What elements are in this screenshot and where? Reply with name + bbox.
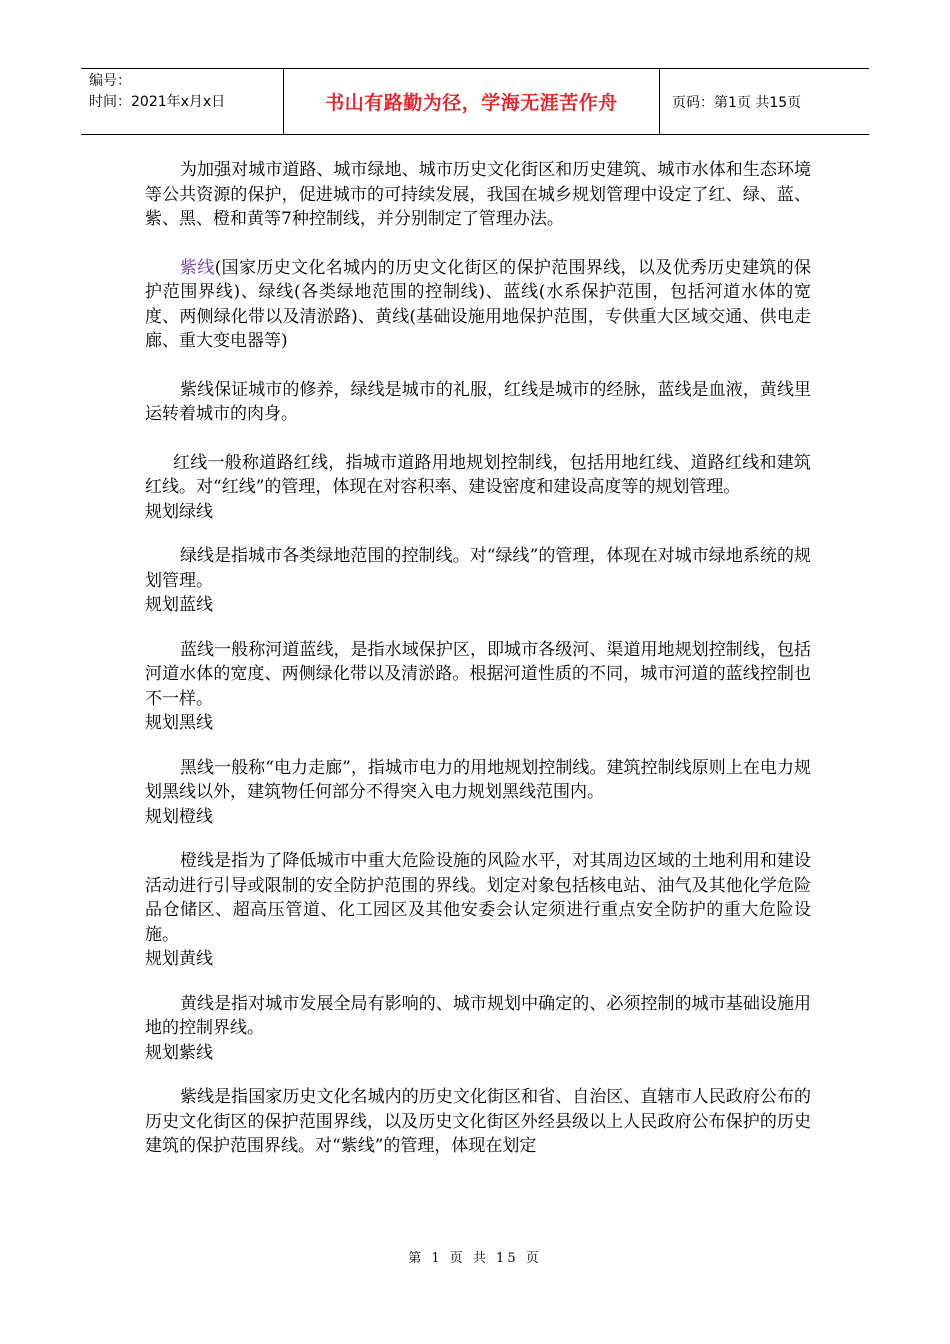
paragraph-green-line: 绿线是指城市各类绿地范围的控制线。对“绿线”的管理，体现在对城市绿地系统的规划管理。 bbox=[145, 546, 811, 591]
paragraph-purple-line: 紫线是指国家历史文化名城内的历史文化街区和省、自治区、直辖市人民政府公布的历史文化街区的保护范围界线，以及历史文化街区外经县级以上人民政府公布保护的历史建筑的保护范围界线。对“紫线”的管理，体现在划定 bbox=[145, 1087, 811, 1156]
heading-green-line: 规划绿线 bbox=[145, 501, 213, 522]
heading-purple-line: 规划紫线 bbox=[145, 1042, 213, 1063]
paragraph-metaphor: 紫线保证城市的修养，绿线是城市的礼服，红线是城市的经脉，蓝线是血液，黄线里运转着城市的肉身。 bbox=[145, 379, 811, 424]
header-meta bbox=[81, 69, 284, 134]
paragraph-yellow-line: 黄线是指对城市发展全局有影响的、城市规划中确定的、必须控制的城市基础设施用地的控制界线。 bbox=[145, 993, 811, 1038]
heading-blue-line: 规划蓝线 bbox=[145, 595, 213, 615]
number-label: 编号： bbox=[89, 73, 131, 89]
document-body bbox=[145, 158, 811, 1159]
page-info: 页码：第1页 共15页 bbox=[672, 94, 802, 111]
paragraph-orange-line: 橙线是指为了降低城市中重大危险设施的风险水平，对其周边区域的土地利用和建设活动进行引导或限制的安全防护范围的界线。划定对象包括核电站、油气及其他化学危险品仓储区、超高压管道、化工园区及其他安委会认定须进行重点安全防护的重大危险设施。 bbox=[145, 851, 811, 945]
heading-yellow-line: 规划黄线 bbox=[145, 949, 213, 969]
page-header bbox=[81, 68, 869, 135]
heading-orange-line: 规划橙线 bbox=[145, 806, 213, 827]
paragraph-red-line: 红线一般称道路红线，指城市道路用地规划控制线，包括用地红线、道路红线和建筑红线。对“红线”的管理，体现在对容积率、建设密度和建设高度等的规划管理。 bbox=[145, 452, 811, 497]
paragraph-intro: 为加强对城市道路、城市绿地、城市历史文化街区和历史建筑、城市水体和生态环境等公共资源的保护，促进城市的可持续发展，我国在城乡规划管理中设定了红、绿、蓝、紫、黑、橙和黄等7种控制线，并分别制定了管理办法。 bbox=[145, 160, 811, 229]
motto: 书山有路勤为径，学海无涯苦作舟 bbox=[284, 69, 660, 134]
paragraph-summary-text: (国家历史文化名城内的历史文化街区的保护范围界线，以及优秀历史建筑的保护范围界线)、绿线(各类绿地范围的控制线)、蓝线(水系保护范围，包括河道水体的宽度、两侧绿化带以及清淤路)、黄线(基础设施用地保护范围，专供重大区域交通、供电走廊、重大变电器等) bbox=[145, 257, 811, 351]
paragraph-black-line: 黑线一般称“电力走廊”，指城市电力的用地规划控制线。建筑控制线原则上在电力规划黑线以外，建筑物任何部分不得突入电力规划黑线范围内。 bbox=[145, 757, 811, 802]
purple-line-highlight: 紫线 bbox=[180, 257, 215, 278]
time-label: 时间：2021年x月x日 bbox=[89, 94, 226, 110]
page-footer: 第 1 页 共 15 页 bbox=[408, 1251, 542, 1266]
heading-black-line: 规划黑线 bbox=[145, 713, 213, 733]
paragraph-blue-line: 蓝线一般称河道蓝线，是指水域保护区，即城市各级河、渠道用地规划控制线，包括河道水体的宽度、两侧绿化带以及清淤路。根据河道性质的不同，城市河道的蓝线控制也不一样。 bbox=[145, 639, 811, 709]
paragraph-summary bbox=[145, 256, 811, 354]
